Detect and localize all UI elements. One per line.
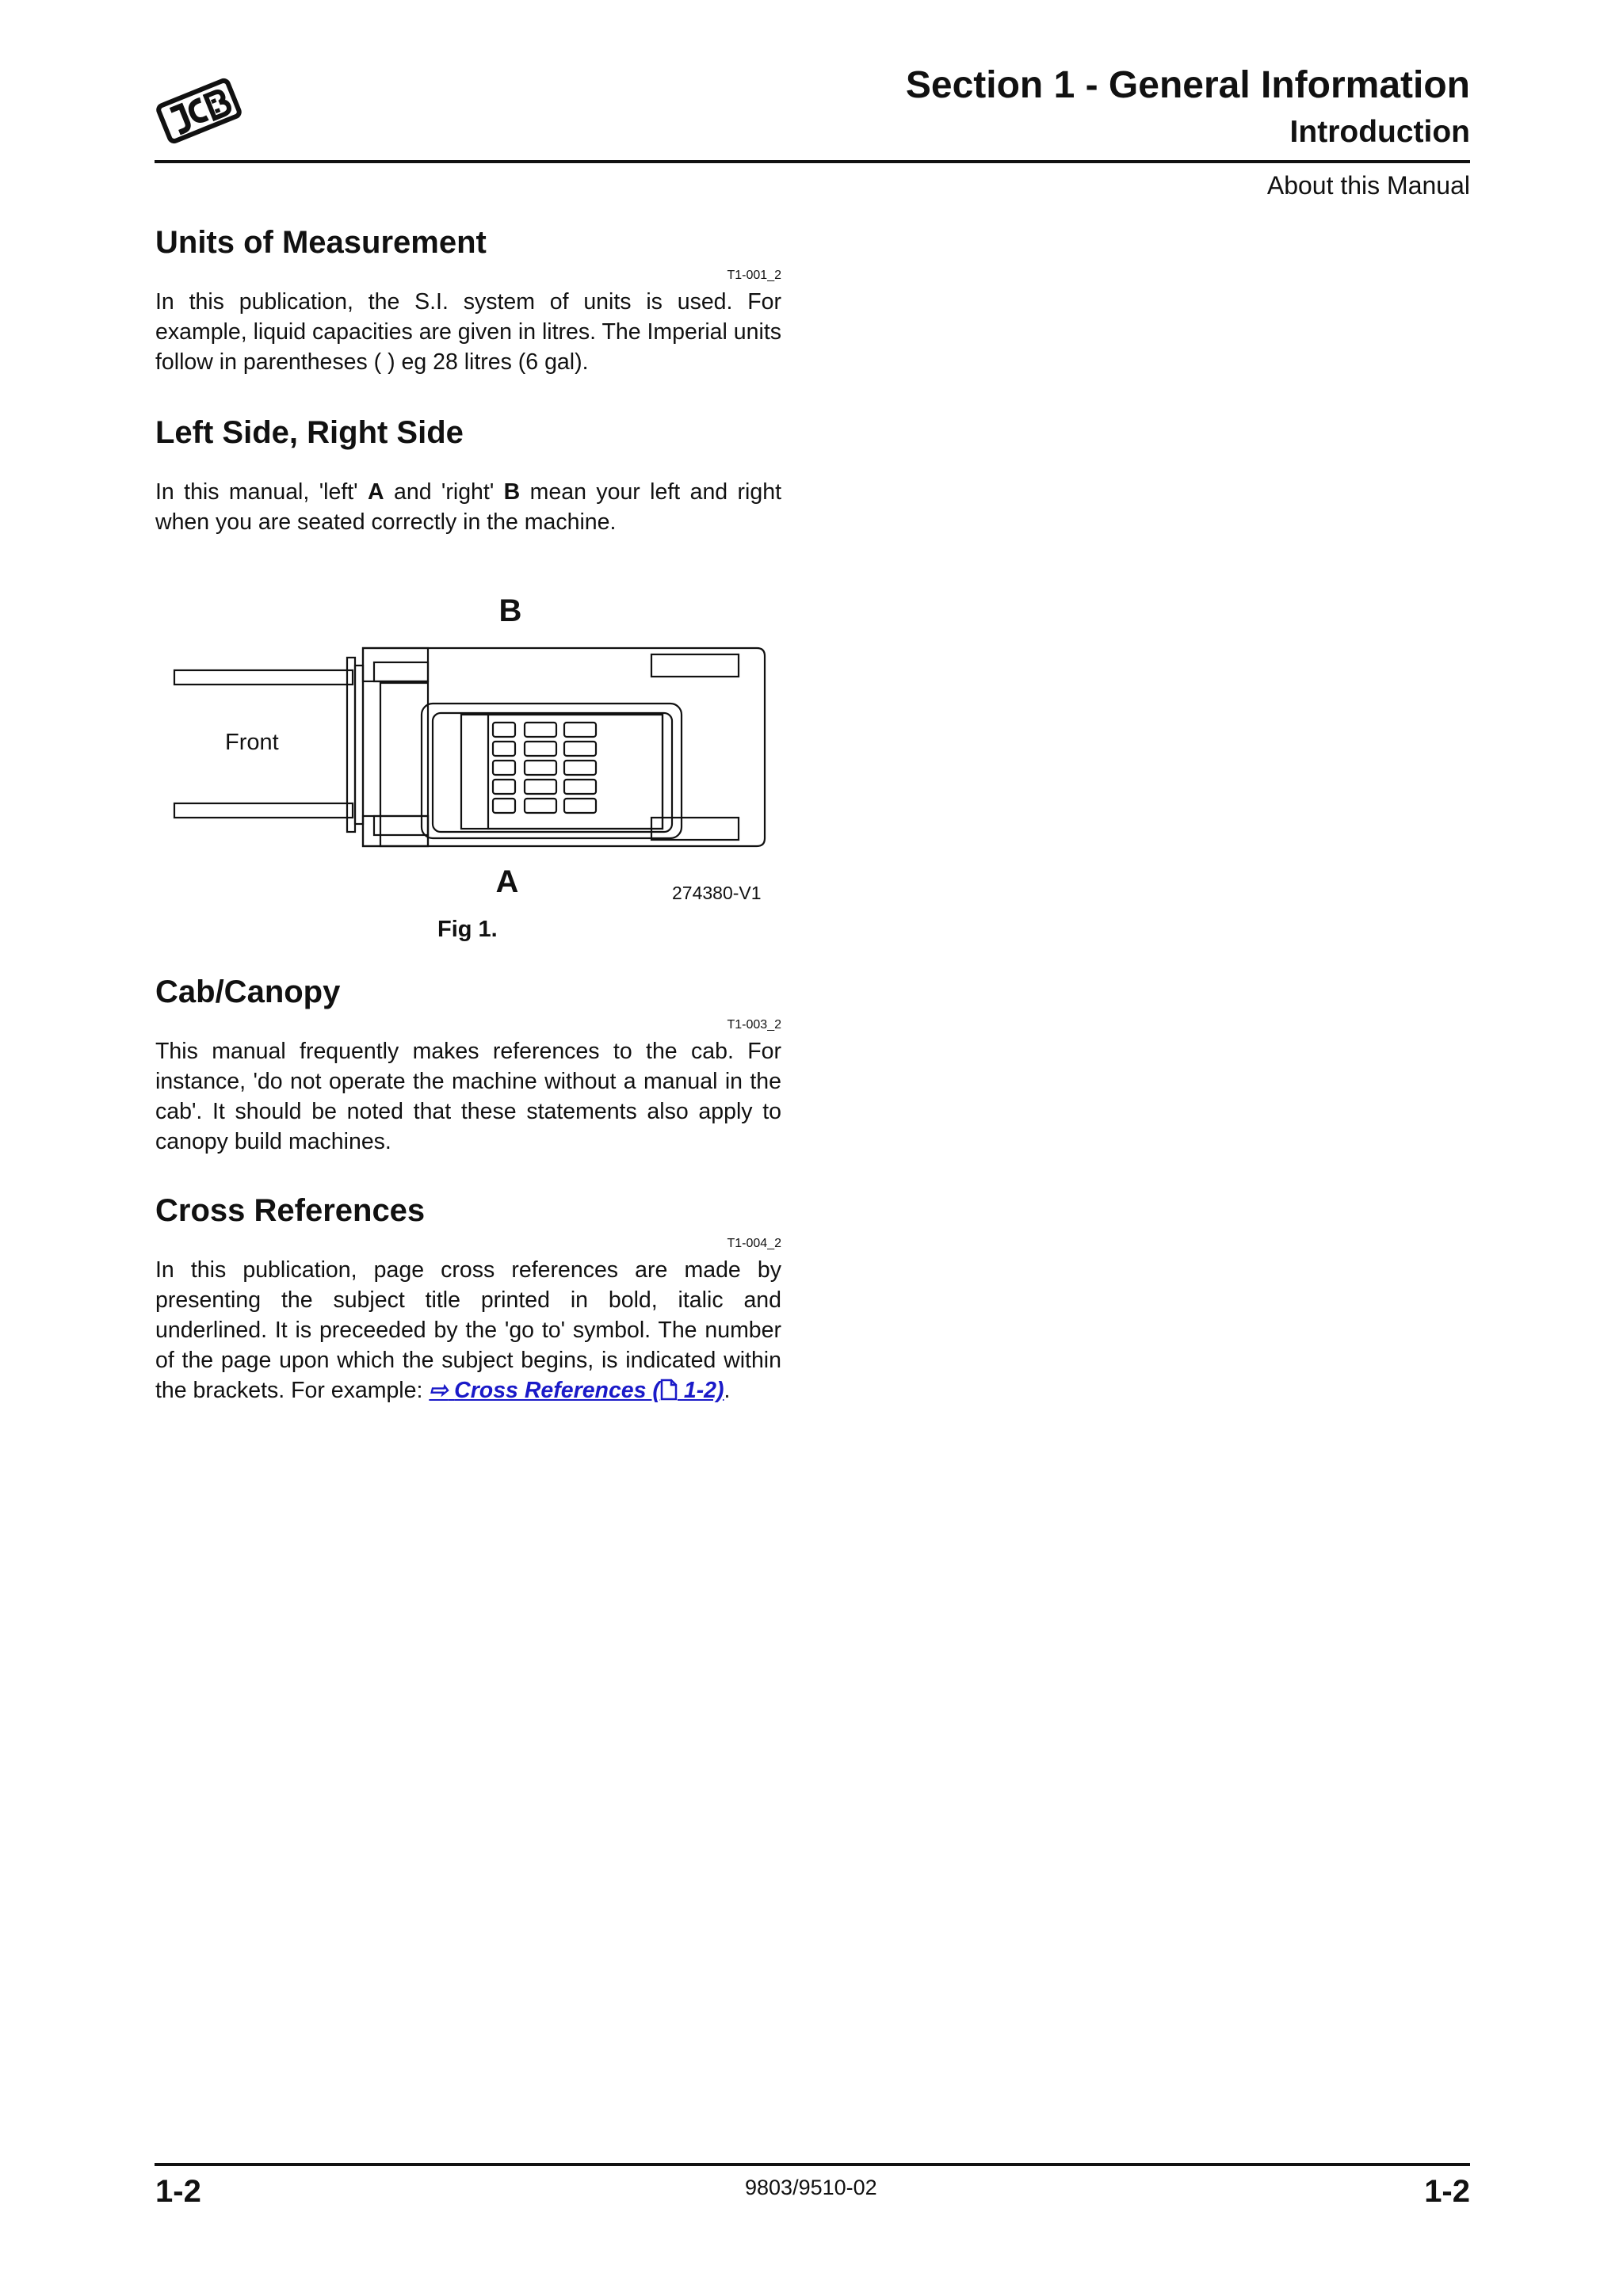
header-rule [155, 160, 1470, 163]
machine-top-view-figure [166, 586, 785, 919]
cab-canopy-heading: Cab/Canopy [155, 974, 341, 1009]
topic-label: About this Manual [1266, 171, 1470, 200]
units-heading: Units of Measurement [155, 225, 487, 260]
left-right-section [155, 414, 781, 537]
cross-reference-link[interactable]: ⇨ Cross References ( 1-2) [429, 1378, 724, 1403]
label-front: Front [225, 730, 279, 755]
jcb-logo [155, 73, 242, 149]
units-ref-code: T1-001_2 [727, 269, 781, 282]
controls-grid [493, 723, 596, 813]
page-icon [660, 1379, 678, 1401]
cross-references-ref-code: T1-004_2 [727, 1237, 781, 1250]
figure-caption: Fig 1. [437, 917, 498, 942]
go-to-arrow-icon: ⇨ [429, 1378, 449, 1403]
cross-references-section [155, 1192, 781, 1405]
subsection-title: Introduction [1289, 115, 1470, 149]
page-number-right: 1-2 [1424, 2174, 1470, 2209]
left-right-heading: Left Side, Right Side [155, 415, 464, 450]
page-number-left: 1-2 [155, 2174, 201, 2209]
cab-canopy-ref-code: T1-003_2 [727, 1018, 781, 1032]
figure-code: 274380-V1 [672, 883, 762, 903]
label-b: B [498, 593, 522, 628]
section-title: Section 1 - General Information [905, 64, 1470, 106]
units-section [155, 223, 781, 377]
footer-rule [155, 2163, 1470, 2166]
left-right-paragraph: In this manual, 'left' A and 'right' B mean your left and right when you are seated correctly in the machine. [155, 479, 781, 535]
units-paragraph: In this publication, the S.I. system of units is used. For example, liquid capacities are given in litres. The Imperial units follow in parentheses ( ) eg 28 litres (6 gal). [155, 289, 781, 375]
document-code: 9803/9510-02 [745, 2176, 877, 2199]
fork-left [174, 670, 353, 685]
cross-references-paragraph: In this publication, page cross references are made by presenting the subject title printed in bold, italic and underlined. It is preceeded by the 'go to' symbol. The number of the page upon which the subject begins, is indicated within the brackets. For example: ⇨ Cross References ( 1-2). [155, 1257, 781, 1403]
label-a: A [495, 864, 519, 899]
fork-right [174, 803, 353, 818]
cross-references-heading: Cross References [155, 1193, 426, 1228]
cab-canopy-paragraph: This manual frequently makes references to the cab. For instance, 'do not operate the machine without a manual in the cab'. It should be noted that these statements also apply to canopy build machines. [155, 1039, 781, 1154]
cab-canopy-section [155, 973, 781, 1157]
